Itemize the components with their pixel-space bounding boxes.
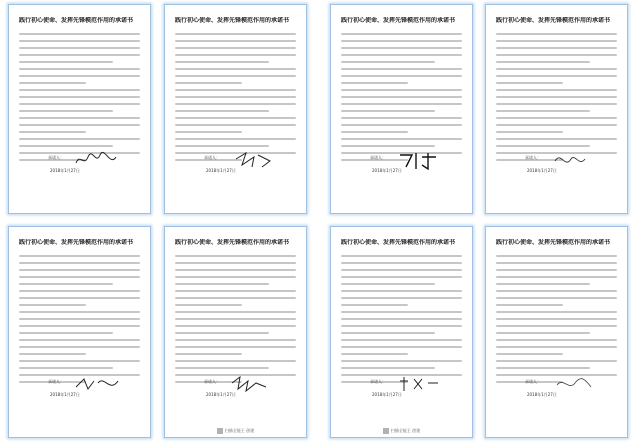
page-title: 践行初心使命、发挥先锋模范作用的承诺书	[175, 17, 290, 24]
document-page[interactable]	[8, 226, 151, 438]
body-text	[175, 33, 296, 166]
signer-label: 承诺人：	[204, 379, 220, 384]
scanner-watermark-text: 扫描全能王 创建	[390, 428, 421, 433]
page-title: 践行初心使命、发挥先锋模范作用的承诺书	[496, 239, 611, 246]
scanner-watermark-text: 扫描全能王 创建	[224, 428, 255, 433]
signature-block	[525, 379, 615, 419]
date: 2018年1月27日	[206, 168, 236, 173]
body-text	[175, 255, 296, 388]
page-title: 践行初心使命、发挥先锋模范作用的承诺书	[341, 239, 456, 246]
signature-block	[204, 379, 294, 419]
date: 2018年1月27日	[527, 392, 557, 397]
body-text	[496, 33, 617, 166]
body-text	[496, 255, 617, 388]
page-title: 践行初心使命、发挥先锋模范作用的承诺书	[341, 17, 456, 24]
page-title: 践行初心使命、发挥先锋模范作用的承诺书	[19, 239, 134, 246]
page-title: 践行初心使命、发挥先锋模范作用的承诺书	[496, 17, 611, 24]
document-page[interactable]	[164, 4, 307, 214]
date: 2018年1月27日	[527, 168, 557, 173]
qr-code-icon	[217, 428, 223, 434]
qr-code-icon	[383, 428, 389, 434]
signer-label: 承诺人：	[525, 155, 541, 160]
signer-label: 承诺人：	[370, 155, 386, 160]
signature-block	[525, 155, 615, 195]
signature-block	[370, 155, 460, 195]
date: 2018年1月27日	[50, 168, 80, 173]
scanner-watermark	[383, 428, 420, 434]
document-page[interactable]	[8, 4, 151, 214]
body-text	[341, 255, 462, 388]
document-page[interactable]	[330, 226, 473, 438]
body-text	[19, 33, 140, 166]
signer-label: 承诺人：	[204, 155, 220, 160]
body-text	[19, 255, 140, 388]
signature-block	[48, 155, 138, 195]
signer-label: 承诺人：	[48, 155, 64, 160]
signer-label: 承诺人：	[370, 379, 386, 384]
page-title: 践行初心使命、发挥先锋模范作用的承诺书	[19, 17, 134, 24]
document-page[interactable]	[330, 4, 473, 214]
document-page[interactable]	[164, 226, 307, 438]
signer-label: 承诺人：	[48, 379, 64, 384]
scanner-watermark	[217, 428, 254, 434]
signature-block	[370, 379, 460, 419]
signature-block	[204, 155, 294, 195]
page-title: 践行初心使命、发挥先锋模范作用的承诺书	[175, 239, 290, 246]
signature-block	[48, 379, 138, 419]
body-text	[341, 33, 462, 166]
date: 2018年1月27日	[372, 168, 402, 173]
document-page[interactable]	[485, 226, 628, 438]
document-page[interactable]	[485, 4, 628, 214]
date: 2018年1月27日	[206, 392, 236, 397]
date: 2018年1月27日	[50, 392, 80, 397]
signer-label: 承诺人：	[525, 379, 541, 384]
date: 2018年1月27日	[372, 392, 402, 397]
